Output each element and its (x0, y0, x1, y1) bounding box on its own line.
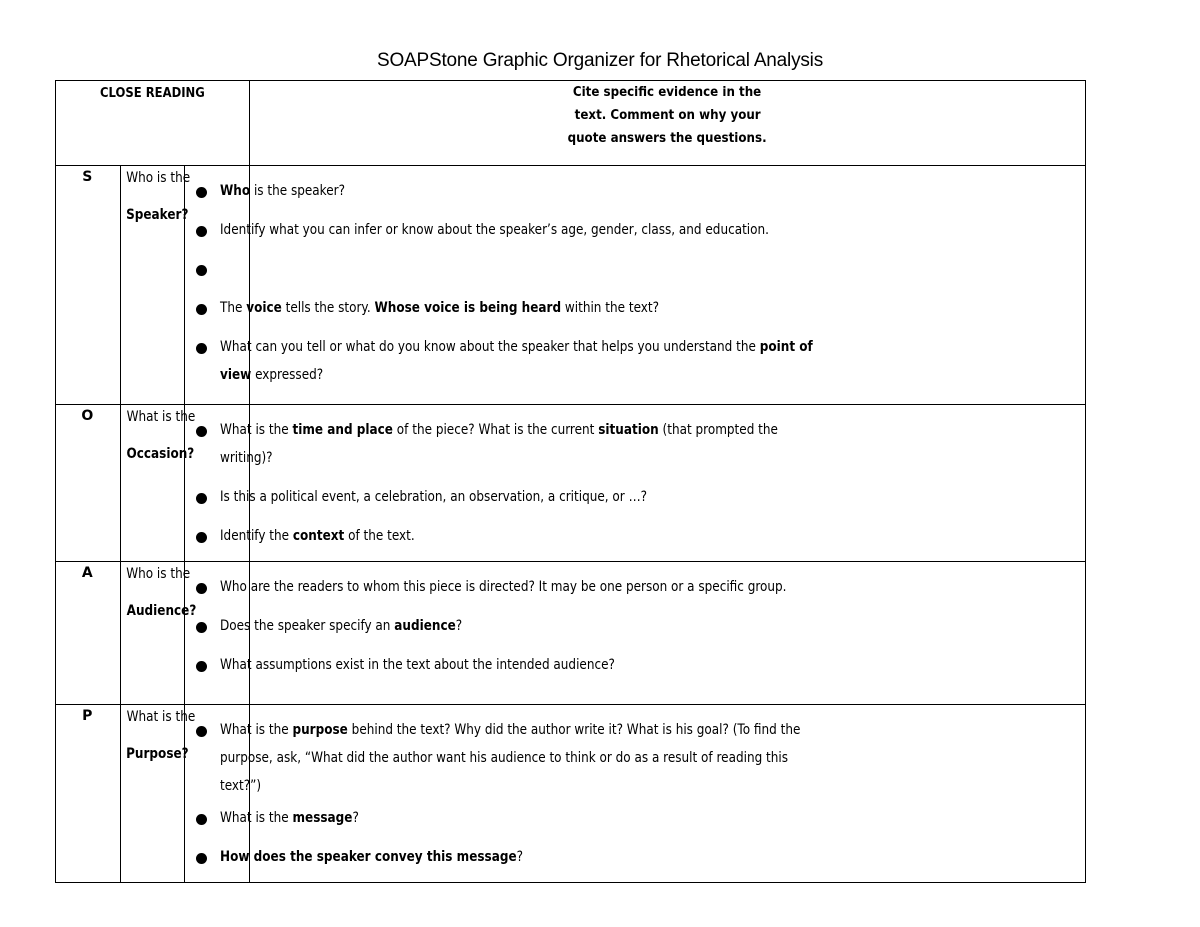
list-item: Does the speaker specify an audience? (195, 612, 249, 640)
question-cell (120, 705, 195, 883)
bullet-icon (196, 426, 207, 437)
list-item: Identify the context of the text. (195, 522, 249, 550)
prompts-cell (185, 562, 787, 705)
question-cell (120, 405, 195, 562)
purpose-row (56, 705, 1086, 883)
question-line-1: Who is the (125, 566, 190, 582)
letter-cell (56, 562, 121, 705)
bullet-icon (196, 583, 207, 594)
row-letter: A (81, 565, 93, 581)
question-cell (120, 562, 196, 705)
question-term: Purpose? (125, 746, 189, 762)
list-item: Who are the readers to whom this piece is directed? It may be one person or a specific group. (195, 573, 249, 601)
prompts-cell (185, 166, 813, 405)
question-term: Audience? (126, 603, 196, 619)
close-reading-heading: CLOSE READING (99, 85, 205, 101)
letter-cell (56, 405, 121, 562)
bullet-icon (196, 265, 207, 276)
bullet-icon (196, 814, 207, 825)
bullet-icon (196, 853, 207, 864)
bullet-icon (196, 187, 207, 198)
prompts-cell (185, 405, 779, 562)
speaker-row (56, 166, 1086, 405)
occasion-row (56, 405, 1086, 562)
list-item: What is the time and place of the piece? What is the current situation (that prompted the writing)? (195, 416, 249, 472)
question-line-1: Who is the (125, 170, 190, 186)
row-letter: O (81, 408, 94, 424)
cite-evidence-header-cell (249, 81, 1085, 166)
empty-list-item (195, 255, 249, 283)
page-title: SOAPStone Graphic Organizer for Rhetorical Analysis (376, 50, 823, 71)
row-letter: S (82, 169, 93, 185)
letter-cell (56, 166, 121, 405)
question-term: Occasion? (126, 446, 194, 462)
bullet-icon (196, 493, 207, 504)
audience-row (56, 562, 1086, 705)
list-item: Who is the speaker? (195, 177, 249, 205)
list-item: What is the message? (195, 804, 249, 832)
question-term: Speaker? (125, 207, 189, 223)
table-header-row (56, 81, 1086, 166)
list-item: What assumptions exist in the text about the intended audience? (195, 651, 249, 679)
list-item: What is the purpose behind the text? Why did the author write it? What is his goal? (To find the purpose, ask, “What did the author want his audience to think or do as a result of reading this text?”) (195, 716, 249, 800)
list-item: Identify what you can infer or know about the speaker’s age, gender, class, and education. (195, 216, 249, 244)
bullet-icon (196, 661, 207, 672)
bullet-icon (196, 304, 207, 315)
bullet-icon (196, 343, 207, 354)
list-item: How does the speaker convey this message? (195, 843, 249, 871)
question-line-1: What is the (126, 709, 195, 725)
question-line-1: What is the (126, 409, 195, 425)
list-item: What can you tell or what do you know about the speaker that helps you understand the point of view expressed? (195, 333, 249, 389)
list-item: Is this a political event, a celebration, an observation, a critique, or …? (195, 483, 249, 511)
letter-cell (56, 705, 121, 883)
bullet-icon (196, 226, 207, 237)
question-cell (120, 166, 190, 405)
cite-heading-line-1: Cite specific evidence in the (573, 84, 762, 100)
soapstone-table (55, 80, 1086, 883)
cite-heading-line-2: text. Comment on why your (574, 107, 761, 123)
bullet-icon (196, 532, 207, 543)
prompts-cell (185, 705, 801, 883)
bullet-icon (196, 726, 207, 737)
bullet-icon (196, 622, 207, 633)
close-reading-header-cell (56, 81, 250, 166)
cite-heading-line-3: quote answers the questions. (567, 130, 767, 146)
row-letter: P (82, 708, 93, 724)
list-item: The voice tells the story. Whose voice is being heard within the text? (195, 294, 249, 322)
